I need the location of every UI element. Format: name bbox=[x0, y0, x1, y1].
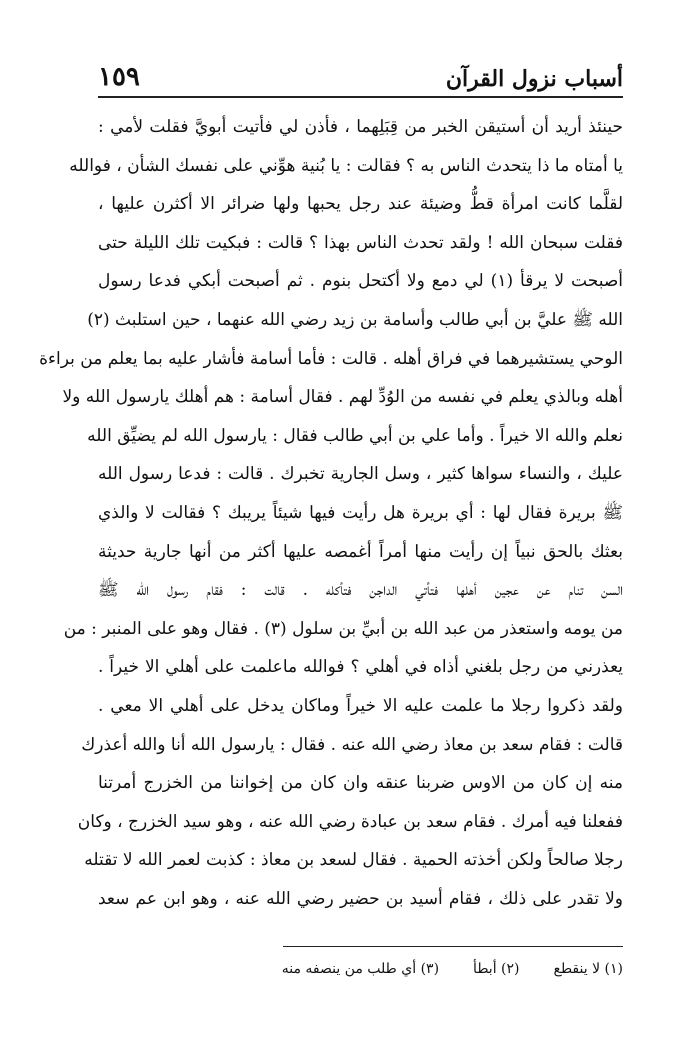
footnote-1: (١) لا ينقطع bbox=[553, 961, 623, 977]
text-line: يعذرني من رجل بلغني أذاه في أهلي ؟ فوالله ماعلمت على أهلي الا خيراً . bbox=[98, 657, 623, 678]
footnote-2: (٢) أبطأ bbox=[473, 961, 520, 977]
text-line: أصبحت لا يرقأ (١) لي دمع ولا أكتحل بنوم . ثم أصبحت أبكي فدعا رسول bbox=[98, 271, 623, 292]
text-line: فقلت سبحان الله ! ولقد تحدث الناس بهذا ؟ قالت : فبكيت تلك الليلة حتى bbox=[98, 232, 623, 253]
footnote-rule bbox=[283, 946, 623, 947]
body-text bbox=[39, 108, 623, 918]
running-title: أسباب نزول القرآن bbox=[445, 66, 623, 92]
text-line: عليك ، والنساء سواها كثير ، وسل الجارية تخبرك . قالت : فدعا رسول الله bbox=[98, 464, 623, 485]
text-line: قالت : فقام سعد بن معاذ رضي الله عنه . فقال : يارسول الله أنا والله أعذرك bbox=[81, 734, 623, 755]
text-line: منه إن كان من الاوس ضربنا عنقه وان كان من إخواننا من الخزرج أمرتنا bbox=[98, 773, 623, 794]
text-line: رجلا صالحاً ولكن أخذته الحمية . فقال لسعد بن معاذ : كذبت لعمر الله لا تقتله bbox=[84, 850, 623, 871]
text-line: السن تنام عن عجين أهلها فتأتي الداجن فتأكله . قالت : فقام رسول الله ﷺ bbox=[98, 580, 623, 601]
footnotes bbox=[200, 956, 623, 982]
text-line: الله ﷺ عليَّ بن أبي طالب وأسامة بن زيد رضي الله عنهما ، حين استلبث (٢) bbox=[87, 309, 623, 330]
text-line: ﷺ بريرة فقال لها : أي بريرة هل رأيت فيها شيئاً يريبك ؟ فقالت لا والذي bbox=[98, 502, 623, 523]
page-number: ١٥٩ bbox=[98, 62, 140, 92]
page-header bbox=[98, 48, 623, 92]
header-rule bbox=[98, 96, 623, 98]
text-line: أهله وبالذي يعلم في نفسه من الوُدِّ لهم . فقال أسامة : هم أهلك يارسول الله ولا bbox=[62, 387, 623, 408]
text-line: الوحي يستشيرهما في فراق أهله . قالت : فأما أسامة فأشار عليه بما يعلم من براءة bbox=[39, 348, 623, 369]
text-line: حينئذ أريد أن أستيقن الخبر من قِبَلِهما ، فأذن لي فأتيت أبويَّ فقلت لأمي : bbox=[98, 117, 623, 137]
text-line: لقلَّما كانت امرأة قطُّ وضيئة عند رجل يحبها ولها ضرائر الا أكثرن عليها ، bbox=[98, 194, 623, 215]
text-line: من يومه واستعذر من عبد الله بن أبيِّ بن سلول (٣) . فقال وهو على المنبر : من bbox=[63, 618, 623, 639]
text-line: بعثك بالحق نبياً إن رأيت منها أمراً أغمصه عليها أكثر من أنها جارية حديثة bbox=[98, 541, 623, 562]
footnote-3: (٣) أي طلب من ينصفه منه bbox=[281, 961, 440, 977]
text-line: نعلم والله الا خيراً . وأما علي بن أبي طالب فقال : يارسول الله لم يضيِّق الله bbox=[87, 425, 623, 446]
text-line: يا أمتاه ما ذا يتحدث الناس به ؟ فقالت : يا بُنية هوِّني على نفسك الشأن ، فوالله bbox=[69, 155, 623, 176]
text-line: ولا تقدر على ذلك ، فقام أسيد بن حضير رضي الله عنه ، وهو ابن عم سعد bbox=[98, 888, 623, 909]
text-line: ولقد ذكروا رجلا ما علمت عليه الا خيراً وماكان يدخل على أهلي الا معي . bbox=[98, 695, 623, 716]
text-line: ففعلنا فيه أمرك . فقام سعد بن عبادة رضي الله عنه ، وهو سيد الخزرج ، وكان bbox=[77, 811, 623, 832]
